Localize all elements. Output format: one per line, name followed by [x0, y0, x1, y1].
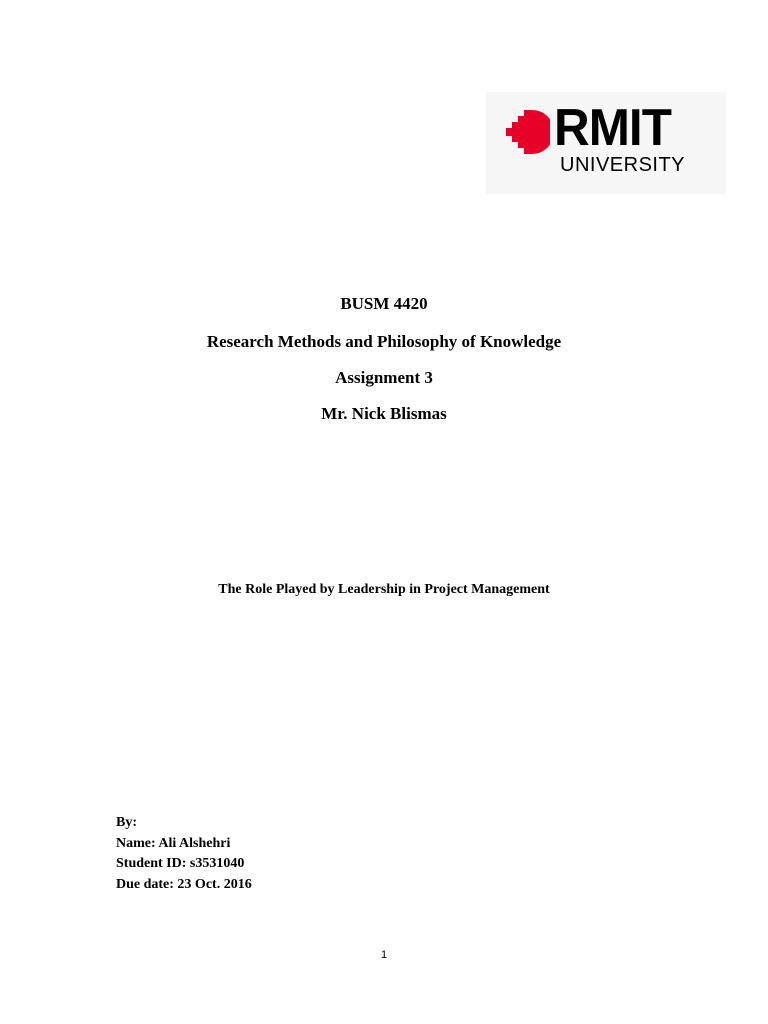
university-logo	[486, 92, 726, 194]
assignment-title: Assignment 3	[335, 368, 433, 387]
by-label: By:	[116, 815, 137, 830]
logo-subtitle: UNIVERSITY	[560, 154, 686, 176]
lecturer-name: Mr. Nick Blismas	[321, 404, 447, 423]
essay-topic: The Role Played by Leadership in Project Management	[218, 582, 550, 597]
page-number: 1	[380, 949, 388, 961]
logo-wordmark: RMIT	[554, 99, 671, 157]
course-code: BUSM 4420	[340, 294, 428, 313]
student-id: Student ID: s3531040	[116, 856, 245, 871]
course-name: Research Methods and Philosophy of Knowledge	[206, 332, 562, 351]
due-date: Due date: 23 Oct. 2016	[116, 876, 252, 892]
author-name: Name: Ali Alshehri	[116, 835, 231, 851]
author-details	[116, 813, 252, 895]
rmit-pixel-mark-icon	[502, 108, 550, 156]
